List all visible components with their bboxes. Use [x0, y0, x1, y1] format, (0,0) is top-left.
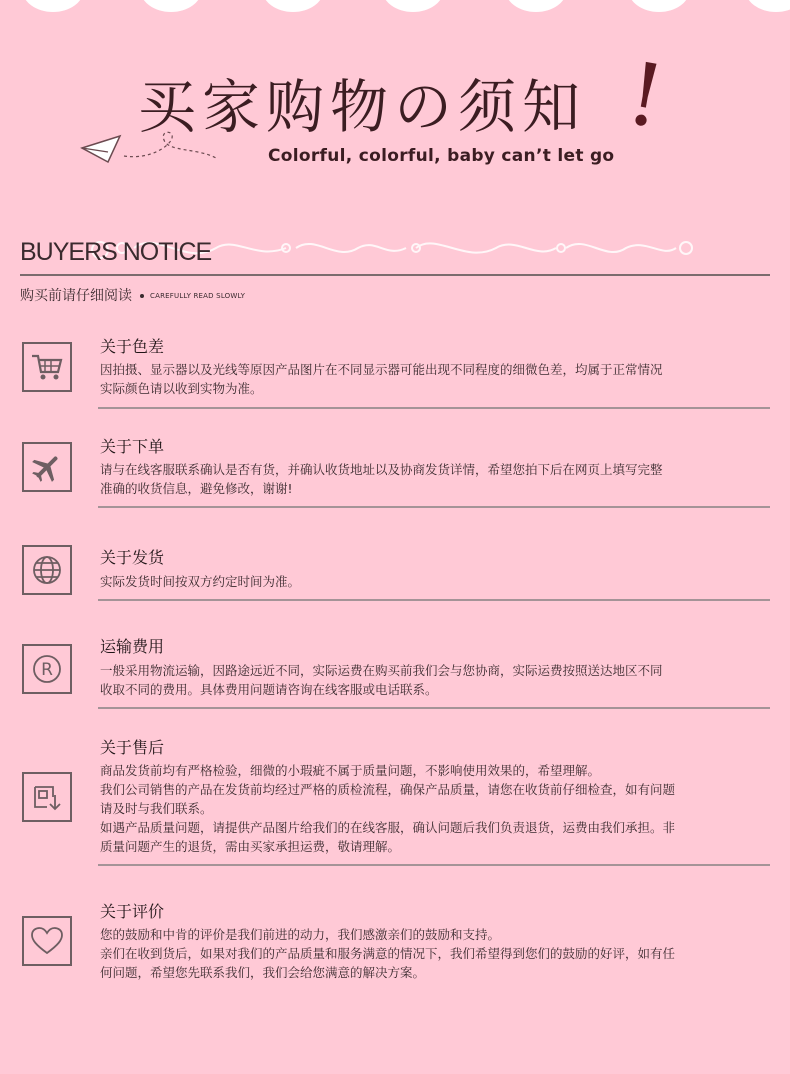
svg-text:R: R — [41, 660, 53, 680]
notice-subheading — [20, 285, 245, 305]
heart-icon — [30, 926, 64, 956]
airplane-icon — [31, 451, 63, 483]
section-title: 关于下单 — [100, 437, 165, 456]
divider — [20, 274, 770, 276]
section-body — [100, 460, 760, 498]
section-divider — [98, 707, 770, 709]
body-line: 亲们在收到货后，如果对我们的产品质量和服务满意的情况下，我们希望得到您们的鼓励的好评，如有任 — [100, 946, 676, 961]
section-divider — [98, 506, 770, 508]
paper-plane-icon — [80, 126, 220, 166]
globe-icon-box — [22, 545, 72, 595]
exclamation-mark: ! — [619, 43, 671, 149]
section-title: 关于色差 — [100, 337, 165, 356]
body-line: 请与在线客服联系确认是否有货，并确认收货地址以及协商发货详情，希望您拍下后在网页上填写完整 — [100, 462, 663, 477]
page-subtitle: Colorful, colorful, baby can’t let go — [268, 146, 615, 166]
airplane-icon-box — [22, 442, 72, 492]
section-body — [100, 572, 760, 591]
registered-icon — [31, 653, 63, 685]
heart-icon-box — [22, 916, 72, 966]
section-body — [100, 661, 760, 699]
body-line: 质量问题产生的退货，需由买家承担运费，敬请理解。 — [100, 839, 401, 854]
globe-icon — [31, 554, 63, 586]
registered-icon-box — [22, 644, 72, 694]
notice-subheading-cn: 购买前请仔细阅读 — [20, 288, 132, 304]
body-line: 一般采用物流运输，因路途远近不同，实际运费在购买前我们会与您协商，实际运费按照送达地区不同 — [100, 663, 663, 678]
scalloped-border — [0, 0, 790, 16]
body-line: 请及时与我们联系。 — [100, 801, 213, 816]
buyers-notice-heading: BUYERS NOTICE — [20, 238, 212, 266]
body-line: 实际发货时间按双方约定时间为准。 — [100, 574, 301, 589]
body-line: 如遇产品质量问题，请提供产品图片给我们的在线客服，确认问题后我们负责退货，运费由我们承担。非 — [100, 820, 676, 835]
section-divider — [98, 864, 770, 866]
body-line: 收取不同的费用。具体费用问题请咨询在线客服或电话联系。 — [100, 682, 438, 697]
section-body — [100, 761, 760, 856]
body-line: 准确的收货信息，避免修改，谢谢! — [100, 481, 293, 496]
section-title: 运输费用 — [100, 637, 165, 656]
page-title: 买家购物の须知 — [138, 73, 587, 141]
return-box-icon-box — [22, 772, 72, 822]
cart-icon-box — [22, 342, 72, 392]
notice-subheading-en: CAREFULLY READ SLOWLY — [150, 292, 246, 300]
cart-icon — [30, 352, 64, 382]
section-title: 关于发货 — [100, 548, 165, 567]
header — [0, 40, 790, 200]
body-line: 您的鼓励和中肯的评价是我们前进的动力，我们感激亲们的鼓励和支持。 — [100, 927, 501, 942]
body-line: 实际颜色请以收到实物为准。 — [100, 381, 263, 396]
section-title: 关于售后 — [100, 738, 165, 757]
section-body — [100, 925, 760, 982]
section-body — [100, 360, 760, 398]
body-line: 因拍摄、显示器以及光线等原因产品图片在不同显示器可能出现不同程度的细微色差，均属于正常情况 — [100, 362, 663, 377]
body-line: 商品发货前均有严格检验，细微的小瑕疵不属于质量问题，不影响使用效果的，希望理解。 — [100, 763, 601, 778]
return-box-icon — [31, 781, 63, 813]
section-divider — [98, 599, 770, 601]
body-line: 我们公司销售的产品在发货前均经过严格的质检流程，确保产品质量，请您在收货前仔细检查，如有问题 — [100, 782, 676, 797]
section-divider — [98, 407, 770, 409]
section-title: 关于评价 — [100, 902, 165, 921]
bullet-dot — [140, 294, 144, 298]
body-line: 何问题，希望您先联系我们，我们会给您满意的解决方案。 — [100, 965, 426, 980]
